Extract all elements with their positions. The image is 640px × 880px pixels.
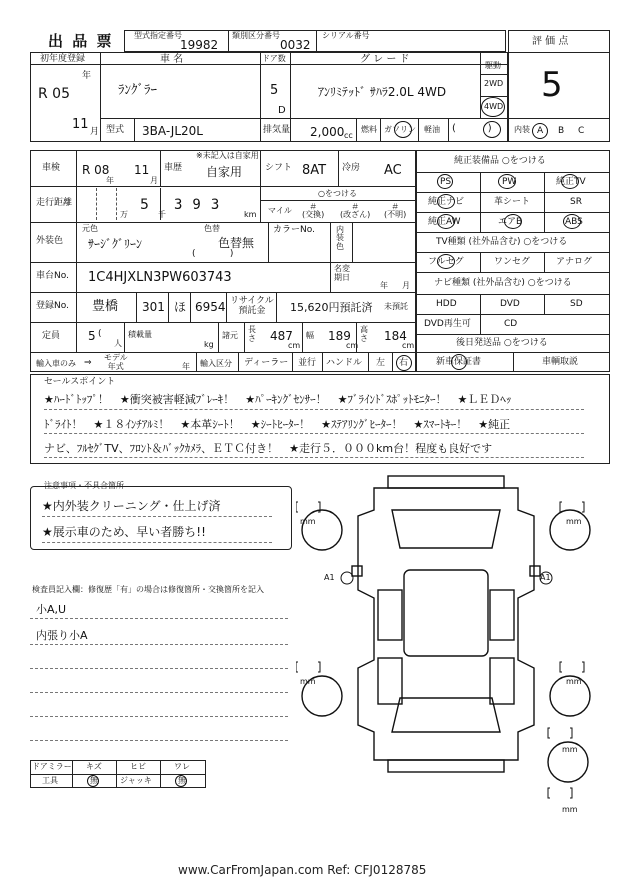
sales-label: セールスポイント <box>44 377 116 387</box>
interior-a: A <box>537 126 544 136</box>
notes-bracket <box>30 486 292 550</box>
height-value: 184 <box>384 329 407 343</box>
capacity-value: 5 <box>88 329 96 343</box>
name-change-month: 月 <box>402 281 410 290</box>
inspection-year-unit: 年 <box>106 176 114 185</box>
diagram-mm-1: mm <box>300 517 316 526</box>
length-value: 487 <box>270 329 293 343</box>
width-value: 189 <box>328 329 351 343</box>
capacity-label: 定員 <box>42 331 61 341</box>
mileage-unit: km <box>244 210 257 219</box>
import-label: 輸入車のみ <box>36 359 76 368</box>
recycle-label: リサイクル 預託金 <box>230 296 274 317</box>
displacement: 2,000 <box>310 125 345 139</box>
color-bracket: ( ) <box>192 249 234 259</box>
equip-sr: SR <box>570 197 582 207</box>
navi-dvd: DVD <box>500 299 520 309</box>
width-label: 幅 <box>306 331 314 340</box>
orig-color: ｻｰｼﾞｸﾞﾘｰﾝ <box>88 237 143 251</box>
diagram-a1-right: A1 <box>540 573 551 582</box>
fuel-other-circle <box>483 121 501 138</box>
mileage-rest: 393 <box>174 197 230 213</box>
reg-label: 登録No. <box>36 301 69 311</box>
sales-line-1: ★ﾊｰﾄﾞﾄｯﾌﾟ！ ★衝突被害軽減ﾌﾞﾚｰｷ！ ★ﾊﾟｰｷﾝｸﾞｾﾝｻｰ！ ★ﾌﾞﾗｲﾝﾄﾞｽﾎﾟｯﾄﾓﾆﾀｰ！ ★ＬＥＤﾍｯ <box>44 393 512 406</box>
door-count: 5 <box>270 83 279 98</box>
equip-genuine-tv-circle <box>561 174 579 189</box>
import-class-label: 輸入区分 <box>200 359 232 368</box>
doc-warranty: 新車保証書 <box>436 357 482 367</box>
interior-color-label: 内装色 <box>336 225 344 251</box>
inspection-value: R 08 <box>82 163 110 177</box>
first-reg-year-unit: 年 <box>82 71 92 81</box>
mileage-man: 5 <box>140 197 149 213</box>
shift-label: シフト <box>265 163 293 173</box>
equip-pw: PW <box>502 177 517 187</box>
reg-kana: ほ <box>174 300 187 314</box>
fuel-diesel: 軽油 <box>424 125 440 134</box>
serial-label: シリアル番号 <box>322 31 370 40</box>
footer-watermark: www.CarFromJapan.com Ref: CFJ0128785 <box>178 863 427 877</box>
equip-leather: 革シート <box>494 197 531 207</box>
usage-label: 車歴 <box>164 163 183 173</box>
equip-genuine-aw: 純正AW <box>428 217 461 227</box>
equip-ps: PS <box>440 177 452 187</box>
handle-label: ハンドル <box>326 358 363 368</box>
equip-airbag: エアB <box>498 217 523 227</box>
navi-sd: SD <box>570 299 583 309</box>
equip-genuine-navi-circle <box>437 194 455 209</box>
tv-fullseg-circle <box>437 254 455 269</box>
capacity-unit: 人 <box>114 339 122 348</box>
usage-value: 自家用 <box>206 165 243 179</box>
acc-jack-circle <box>175 775 187 787</box>
sheet-title: 出 品 票 <box>48 32 114 50</box>
inspection-label: 車検 <box>42 163 61 173</box>
load-label: 積載量 <box>128 330 152 339</box>
acc-crack: ヒビ <box>130 762 146 771</box>
mileage-man-unit: 万 <box>120 210 128 219</box>
width-unit: cm <box>346 341 359 350</box>
first-reg-era: R 05 <box>38 86 70 102</box>
mileage-check-label: ○をつける <box>318 189 357 198</box>
car-diagram <box>296 470 596 810</box>
chassis-no: 1C4HJXLN3PW603743 <box>88 270 232 285</box>
door-type: D <box>278 105 286 116</box>
navi-cd: CD <box>504 319 518 329</box>
fuel-gasoline-circle <box>394 121 412 138</box>
reg-area: 豊橋 <box>92 299 119 314</box>
equip-airbag-circle <box>504 214 522 229</box>
import-parallel: 並行 <box>298 358 317 368</box>
handle-right-circle <box>396 355 412 371</box>
height-label: 高さ <box>360 325 368 343</box>
first-reg-label: 初年度登録 <box>40 54 86 64</box>
interior-a-circle <box>532 123 548 139</box>
recycle-value: 15,620円預託済 <box>290 301 373 314</box>
tv-title: TV種類 (社外品含む) ○をつける <box>436 237 568 247</box>
acc-tools: 工具 <box>42 776 58 785</box>
handle-right: 右 <box>399 358 409 368</box>
model-no: 19982 <box>180 38 219 52</box>
orig-color-label: 元色 <box>82 224 98 233</box>
dims-label: 諸元 <box>222 331 238 340</box>
diagram-mm-2: mm <box>566 517 582 526</box>
color-no-label: カラーNo. <box>273 225 315 235</box>
acc-jack-value: 無 <box>178 776 186 785</box>
interior-label: 内装 <box>514 125 530 134</box>
equip-abs-circle <box>563 214 581 229</box>
equip-ps-circle <box>437 174 453 189</box>
shift-value: 8AT <box>302 163 327 178</box>
grade-value: ｱﾝﾘﾐﾃｯﾄﾞ ｻﾊﾗ2.0L 4WD <box>318 85 447 99</box>
car-name-label: 車 名 <box>160 54 184 65</box>
mileage-opt-mile: マイル <box>268 206 292 215</box>
equip-genuine-aw-circle <box>437 214 455 229</box>
length-label: 長さ <box>248 325 256 343</box>
notes-line-2: ★展示車のため、早い者勝ち!! <box>42 525 206 539</box>
reg-class: 301 <box>142 300 165 314</box>
inspector-line-2: 内張り小A <box>36 629 88 642</box>
color-change-label: 色替 <box>204 224 220 233</box>
navi-hdd: HDD <box>436 299 457 309</box>
fuel-other-brackets: ( ) <box>452 123 492 134</box>
acc-broken: ワレ <box>174 762 190 771</box>
model-type: 3BA-JL20L <box>142 124 203 138</box>
drive-4wd-circle <box>481 97 505 117</box>
color-change: 色替無 <box>218 236 255 250</box>
tv-analog: アナログ <box>556 257 593 267</box>
reg-number: 6954 <box>195 300 226 314</box>
fuel-label: 燃料 <box>361 125 377 134</box>
mileage-opt-tampered: ＃ (改ざん) <box>340 202 371 219</box>
import-arrow: ⇒ <box>84 358 92 368</box>
inspection-month-unit: 月 <box>150 176 158 185</box>
acc-mirror: ドアミラー <box>32 762 72 771</box>
inspector-line-1: 小A,U <box>36 603 67 616</box>
length-unit: cm <box>288 341 301 350</box>
first-reg-month: 11 <box>72 117 89 132</box>
interior-b: B <box>558 126 565 136</box>
doc-manual: 車輌取説 <box>542 357 579 367</box>
diagram-mm-6: mm <box>562 805 578 814</box>
genuine-title: 純正装備品 ○をつける <box>454 156 546 166</box>
import-dealer: ディーラー <box>244 358 289 368</box>
model-year-unit: 年 <box>182 362 190 371</box>
drive-2wd: 2WD <box>484 79 504 88</box>
navi-dvd-play: DVD再生可 <box>424 319 471 329</box>
ac-label: 冷房 <box>342 163 361 173</box>
exterior-color-label: 外装色 <box>36 236 64 246</box>
car-name: ﾗﾝｸﾞﾗｰ <box>118 83 157 98</box>
drive-label: 駆動 <box>485 61 501 70</box>
score-label: 評 価 点 <box>532 36 569 47</box>
sales-line-3: ナビ、ﾌﾙｾｸﾞTV、ﾌﾛﾝﾄ＆ﾊﾞｯｸｶﾒﾗ、ＥＴＣ付き！ ★走行５．０００km台！程度も良好です <box>44 442 493 455</box>
equip-genuine-navi: 純正ナビ <box>428 197 465 207</box>
door-label: ドア数 <box>262 54 286 63</box>
acc-jack: ジャッキ <box>120 776 152 785</box>
inspection-month: 11 <box>134 163 150 177</box>
displacement-label: 排気量 <box>263 125 291 135</box>
diagram-mm-4: mm <box>566 677 582 686</box>
model-type-label: 型式 <box>106 125 125 135</box>
fuel-gasoline: ガソリン <box>384 125 416 134</box>
sales-line-2: ﾄﾞﾗｲﾄ！ ★１８ｲﾝﾁｱﾙﾐ！ ★本革ｼｰﾄ！ ★ｼｰﾄﾋｰﾀｰ！ ★ｽﾃｱﾘﾝｸﾞﾋｰﾀｰ！ ★ｽﾏｰﾄｷｰ！ ★純正 <box>44 418 511 431</box>
name-change-year: 年 <box>380 281 388 290</box>
inspector-label: 検査員記入欄：修復歴「有」の場合は修復箇所・交換箇所を記入 <box>32 585 264 594</box>
equip-genuine-tv: 純正TV <box>556 177 586 187</box>
model-no-label: 型式指定番号 <box>134 31 182 40</box>
load-unit: kg <box>204 340 214 349</box>
height-unit: cm <box>402 341 415 350</box>
chassis-label: 車台No. <box>36 271 69 281</box>
notes-line-1: ★内外装クリーニング・仕上げ済 <box>42 499 221 513</box>
mileage-sen-unit: 千 <box>158 210 166 219</box>
acc-tools-circle <box>87 775 99 787</box>
mileage-label: 走行距離 <box>36 198 73 208</box>
model-year-label: モデル 年式 <box>104 353 128 371</box>
navi-title: ナビ種類 (社外品含む) ○をつける <box>434 278 572 288</box>
acc-tools-value: 無 <box>90 776 98 785</box>
equip-abs: ABS <box>565 217 583 227</box>
first-reg-month-unit: 月 <box>90 127 100 137</box>
docs-title: 後日発送品 ○をつける <box>456 338 548 348</box>
capacity-bracket: ( <box>98 329 102 339</box>
grade-label: グ レ ー ド <box>360 54 410 65</box>
tv-oneseg: ワンセグ <box>494 257 531 267</box>
drive-4wd: 4WD <box>484 102 504 111</box>
doc-warranty-circle <box>451 354 467 370</box>
acc-scratch: キズ <box>86 762 102 771</box>
class-no: 0032 <box>280 38 311 52</box>
diagram-a1-left: A1 <box>324 573 335 582</box>
diagram-mm-5: mm <box>562 745 578 754</box>
ac-value: AC <box>384 163 402 178</box>
tv-fullseg: フルセグ <box>428 257 464 267</box>
recycle-unpaid: 未預託 <box>384 302 408 311</box>
usage-note: ※未記入は自家用 <box>196 151 259 160</box>
class-no-label: 類別区分番号 <box>232 31 280 40</box>
score-value: 5 <box>541 65 563 105</box>
equip-pw-circle <box>498 174 516 189</box>
interior-c: C <box>578 126 585 136</box>
displacement-unit: cc <box>344 131 353 140</box>
mileage-opt-exchange: ＃ (交換) <box>302 202 325 219</box>
diagram-mm-3: mm <box>300 677 316 686</box>
mileage-opt-unknown: ＃ (不明) <box>384 202 407 219</box>
notes-label: 注意事項・不具合箇所 <box>44 481 124 490</box>
name-change-label: 名変期日 <box>334 264 350 282</box>
handle-left: 左 <box>376 358 386 368</box>
